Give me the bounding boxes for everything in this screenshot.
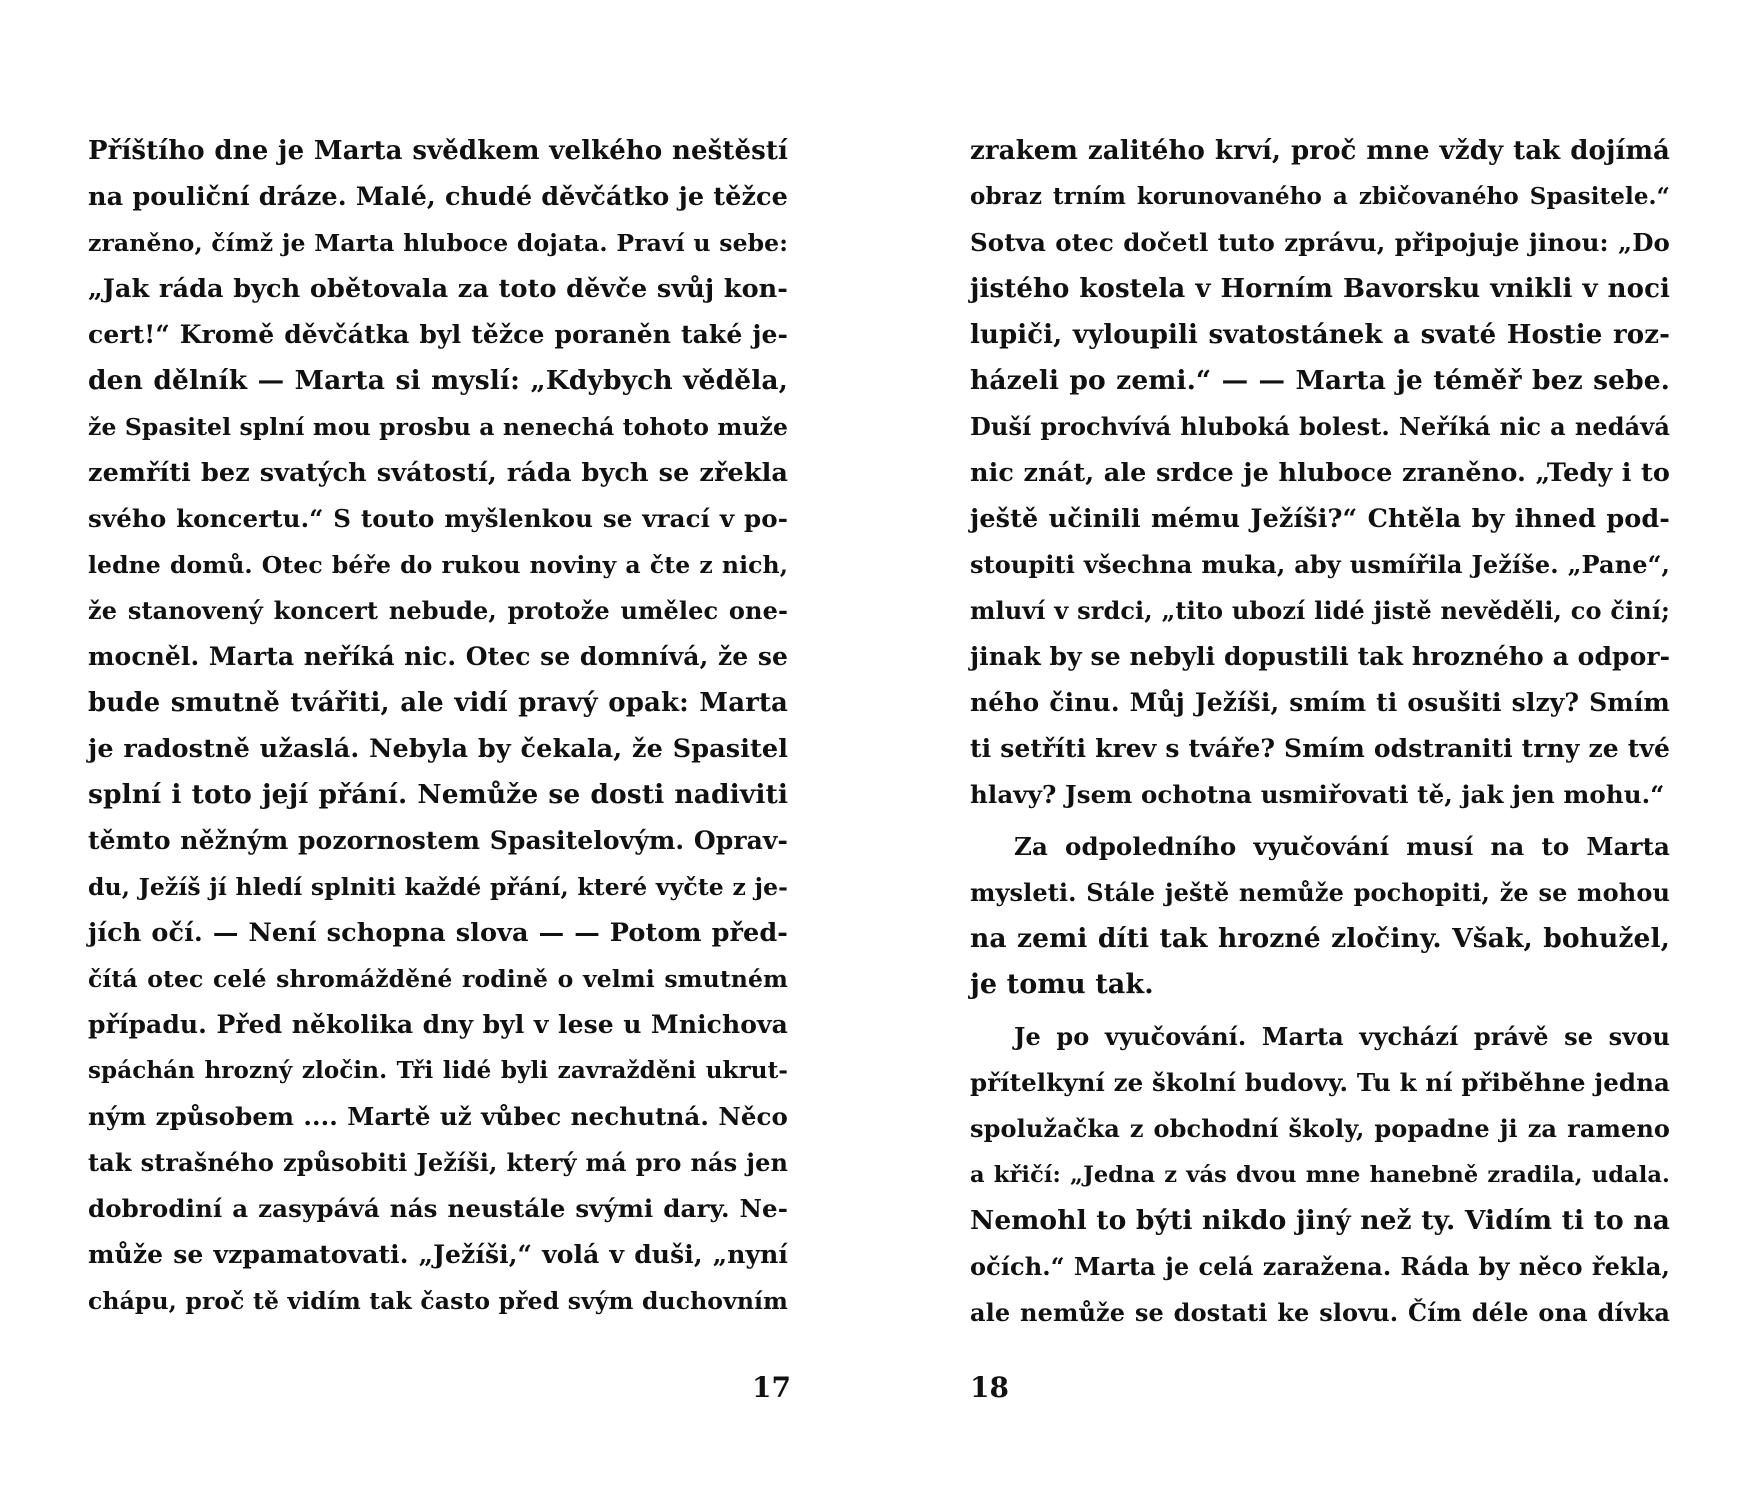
text-line: obraz trním korunovaného a zbičovaného Spasitele.“	[970, 183, 1670, 210]
text-line: na zemi díti tak hrozné zločiny. Však, bohužel,	[970, 923, 1670, 954]
text-line: stoupiti všechna muka, aby usmířila Ježíše. „Pane“,	[970, 550, 1670, 579]
left-page-text	[88, 128, 788, 1324]
text-line: přítelkyní ze školní budovy. Tu k ní přiběhne jedna	[970, 1068, 1670, 1097]
text-line: Příštího dne je Marta svědkem velkého neštěstí	[88, 136, 788, 166]
text-line: mocněl. Marta neříká nic. Otec se domnívá, že se	[88, 642, 788, 671]
text-line: zemříti bez svatých svátostí, ráda bych se zřekla	[88, 458, 788, 488]
text-line: Za odpoledního vyučování musí na to Marta	[1014, 832, 1670, 861]
text-line: hlavy? Jsem ochotna usmiřovati tě, jak jen mohu.“	[970, 780, 1665, 809]
text-line: ti setříti krev s tváře? Smím odstraniti trny ze tvé	[970, 734, 1670, 763]
text-line: spolužačka z obchodní školy, popadne ji za rameno	[970, 1114, 1670, 1143]
text-line: těmto něžným pozornostem Spasitelovým. Oprav-	[88, 826, 788, 855]
text-line: a křičí: „Jedna z vás dvou mne hanebně zradila, udala.	[970, 1162, 1670, 1188]
text-line: den dělník — Marta si myslí: „Kdybych věděla,	[88, 365, 788, 396]
text-line: případu. Před několika dny byl v lese u Mnichova	[88, 1010, 788, 1039]
page-number-right: 18	[970, 1371, 1009, 1404]
text-line: že stanovený koncert nebude, protože umělec one-	[88, 596, 788, 625]
text-line: cert!“ Kromě děvčátka byl těžce poraněn také je-	[88, 320, 788, 349]
text-line: ještě učinili mému Ježíši?“ Chtěla by ihned pod-	[970, 504, 1670, 534]
text-line: bude smutně tvářiti, ale vidí pravý opak: Marta	[88, 688, 788, 718]
text-line: Sotva otec dočetl tuto zprávu, připojuje jinou: „Do	[970, 228, 1670, 257]
text-line: spáchán hrozný zločin. Tři lidé byli zavražděni ukrut-	[88, 1057, 788, 1084]
text-line: „Jak ráda bych obětovala za toto děvče svůj kon-	[88, 274, 788, 304]
text-line: že Spasitel splní mou prosbu a nenechá tohoto muže	[88, 413, 788, 441]
text-line: zraněno, čímž je Marta hluboce dojata. Praví u sebe:	[88, 229, 788, 257]
text-line: házeli po zemi.“ — — Marta je téměř bez sebe.	[970, 365, 1670, 396]
text-line: mluví v srdci, „tito ubozí lidé jistě nevěděli, co činí;	[970, 596, 1670, 625]
text-line: Je po vyučování. Marta vychází právě se svou	[1014, 1022, 1670, 1051]
text-line: lupiči, vyloupili svatostánek a svaté Hostie roz-	[970, 320, 1670, 350]
text-line: ného činu. Můj Ježíši, smím ti osušiti slzy? Smím	[970, 688, 1670, 717]
text-line: chápu, proč tě vidím tak často před svým duchovním	[88, 1287, 788, 1315]
text-line: Nemohl to býti nikdo jiný než ty. Vidím ti to na	[970, 1205, 1670, 1236]
text-line: dobrodiní a zasypává nás neustále svými dary. Ne-	[88, 1194, 788, 1223]
text-line: Duší prochvívá hluboká bolest. Neříká nic a nedává	[970, 412, 1670, 441]
text-line: zrakem zalitého krví, proč mne vždy tak dojímá	[970, 136, 1670, 166]
text-line: mysleti. Stále ještě nemůže pochopiti, že se mohou	[970, 878, 1670, 907]
right-page-text	[970, 128, 1670, 1336]
text-line: svého koncertu.“ S touto myšlenkou se vrací v po-	[88, 504, 788, 533]
text-line: tak strašného způsobiti Ježíši, který má pro nás jen	[88, 1148, 788, 1177]
text-line: splní i toto její přání. Nemůže se dosti nadiviti	[88, 779, 788, 810]
text-line: ným způsobem .... Martě už vůbec nechutná. Něco	[88, 1102, 788, 1131]
text-line: jích očí. — Není schopna slova — — Potom před-	[88, 918, 788, 948]
text-line: čítá otec celé shromážděné rodině o velmi smutném	[88, 965, 788, 993]
page-number-left: 17	[752, 1371, 791, 1404]
text-line: je radostně užaslá. Nebyla by čekala, že Spasitel	[88, 734, 788, 764]
text-line: na pouliční dráze. Malé, chudé děvčátko je těžce	[88, 182, 788, 212]
text-line: je tomu tak.	[970, 969, 1154, 1000]
text-line: očích.“ Marta je celá zaražena. Ráda by něco řekla,	[970, 1252, 1670, 1281]
text-line: nic znát, ale srdce je hluboce zraněno. „Tedy i to	[970, 458, 1670, 488]
text-line: jinak by se nebyli dopustili tak hrozného a odpor-	[970, 642, 1671, 671]
text-line: ledne domů. Otec béře do rukou noviny a čte z nich,	[88, 551, 788, 579]
text-line: du, Ježíš jí hledí splniti každé přání, které vyčte z je-	[88, 873, 788, 901]
text-line: jistého kostela v Horním Bavorsku vnikli v noci	[970, 274, 1670, 304]
text-line: může se vzpamatovati. „Ježíši,“ volá v duši, „nyní	[88, 1240, 788, 1269]
text-line: ale nemůže se dostati ke slovu. Čím déle ona dívka	[970, 1298, 1670, 1327]
